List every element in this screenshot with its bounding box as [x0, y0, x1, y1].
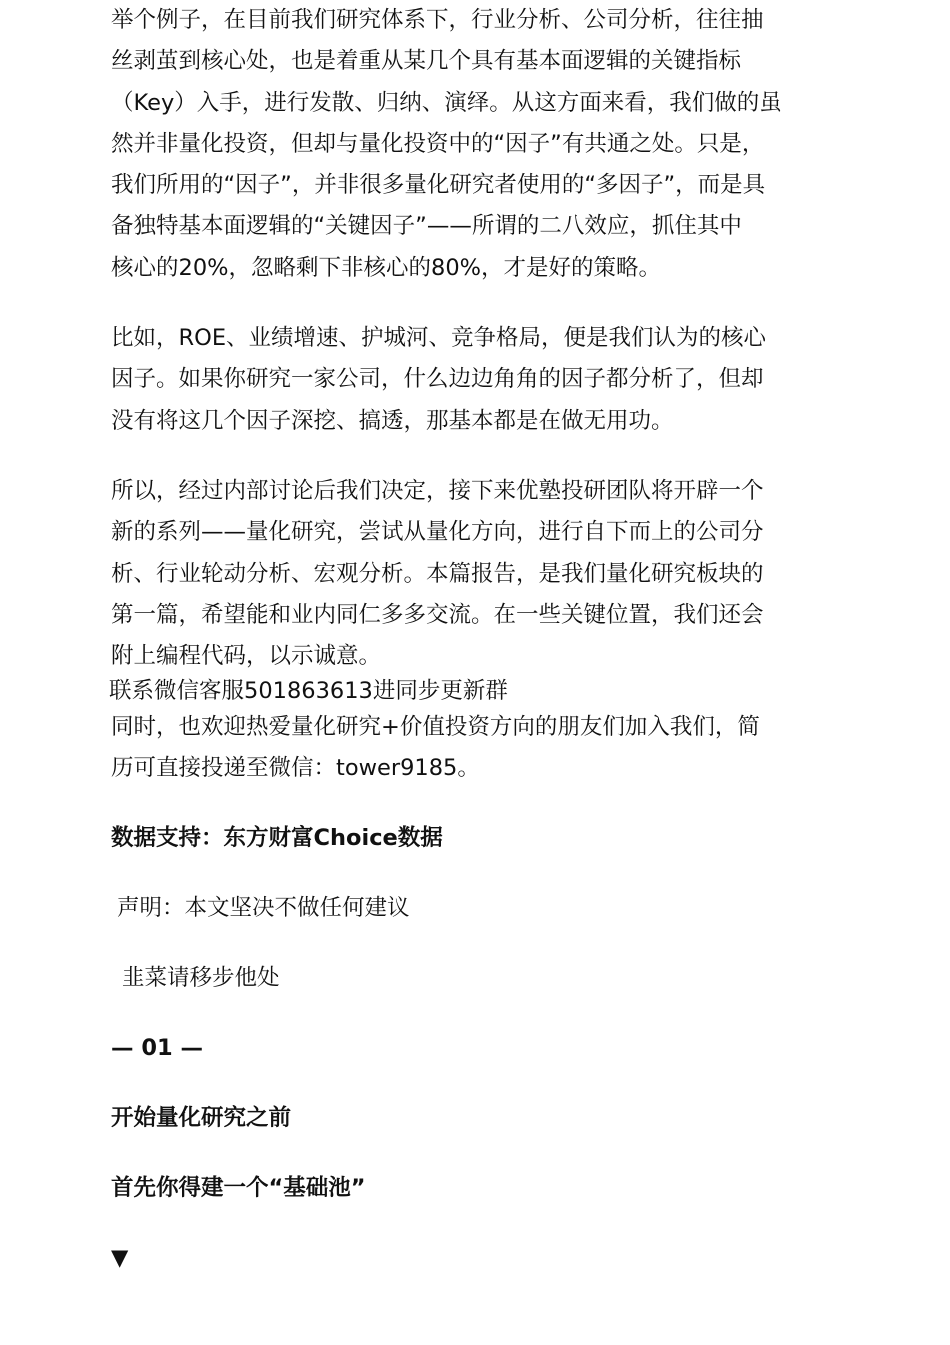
section-subtitle: 首先你得建一个“基础池”	[111, 1175, 366, 1201]
paragraph-2	[111, 318, 871, 442]
note: 韭菜请移步他处	[122, 965, 280, 991]
recruit-paragraph	[111, 707, 871, 790]
text-line: 析、行业轮动分析、宏观分析。本篇报告，是我们量化研究板块的	[111, 560, 764, 587]
section-title: 开始量化研究之前	[111, 1105, 292, 1131]
disclaimer: 声明：本文坚决不做任何建议	[117, 895, 410, 921]
paragraph-3	[111, 471, 871, 677]
paragraph-1	[111, 0, 871, 289]
text-line: 第一篇，希望能和业内同仁多多交流。在一些关键位置，我们还会	[111, 601, 764, 628]
text-line: 丝剥茧到核心处，也是着重从某几个具有基本面逻辑的关键指标	[111, 48, 742, 75]
text-line: 没有将这几个因子深挖、搞透，那基本都是在做无用功。	[111, 407, 674, 434]
text-line: 附上编程代码，以示诚意。	[111, 643, 382, 670]
text-line: 举个例子，在目前我们研究体系下，行业分析、公司分析，往往抽	[111, 7, 764, 33]
text-line: 同时，也欢迎热爱量化研究+价值投资方向的朋友们加入我们，简	[111, 714, 760, 740]
contact-line: 联系微信客服501863613进同步更新群	[109, 678, 508, 704]
data-support: 数据支持：东方财富Choice数据	[111, 825, 443, 851]
text-line: 我们所用的“因子”，并非很多量化研究者使用的“多因子”，而是具	[111, 172, 766, 199]
text-line: 所以，经过内部讨论后我们决定，接下来优塾投研团队将开辟一个	[111, 478, 764, 504]
text-line: 因子。如果你研究一家公司，什么边边角角的因子都分析了，但却	[111, 366, 764, 393]
section-number: — 01 —	[111, 1035, 203, 1061]
text-line: 核心的20%，忽略剩下非核心的80%，才是好的策略。	[111, 254, 662, 281]
text-line: 备独特基本面逻辑的“关键因子”——所谓的二八效应，抓住其中	[111, 213, 742, 240]
text-line: （Key）入手，进行发散、归纳、演绎。从这方面来看，我们做的虽	[111, 89, 782, 116]
text-line: 历可直接投递至微信：tower9185。	[111, 755, 480, 782]
down-arrow-icon: ▼	[111, 1245, 129, 1271]
text-line: 然并非量化投资，但却与量化投资中的“因子”有共通之处。只是，	[111, 130, 765, 157]
text-line: 比如，ROE、业绩增速、护城河、竞争格局，便是我们认为的核心	[111, 325, 767, 351]
text-line: 新的系列——量化研究，尝试从量化方向，进行自下而上的公司分	[111, 519, 764, 546]
